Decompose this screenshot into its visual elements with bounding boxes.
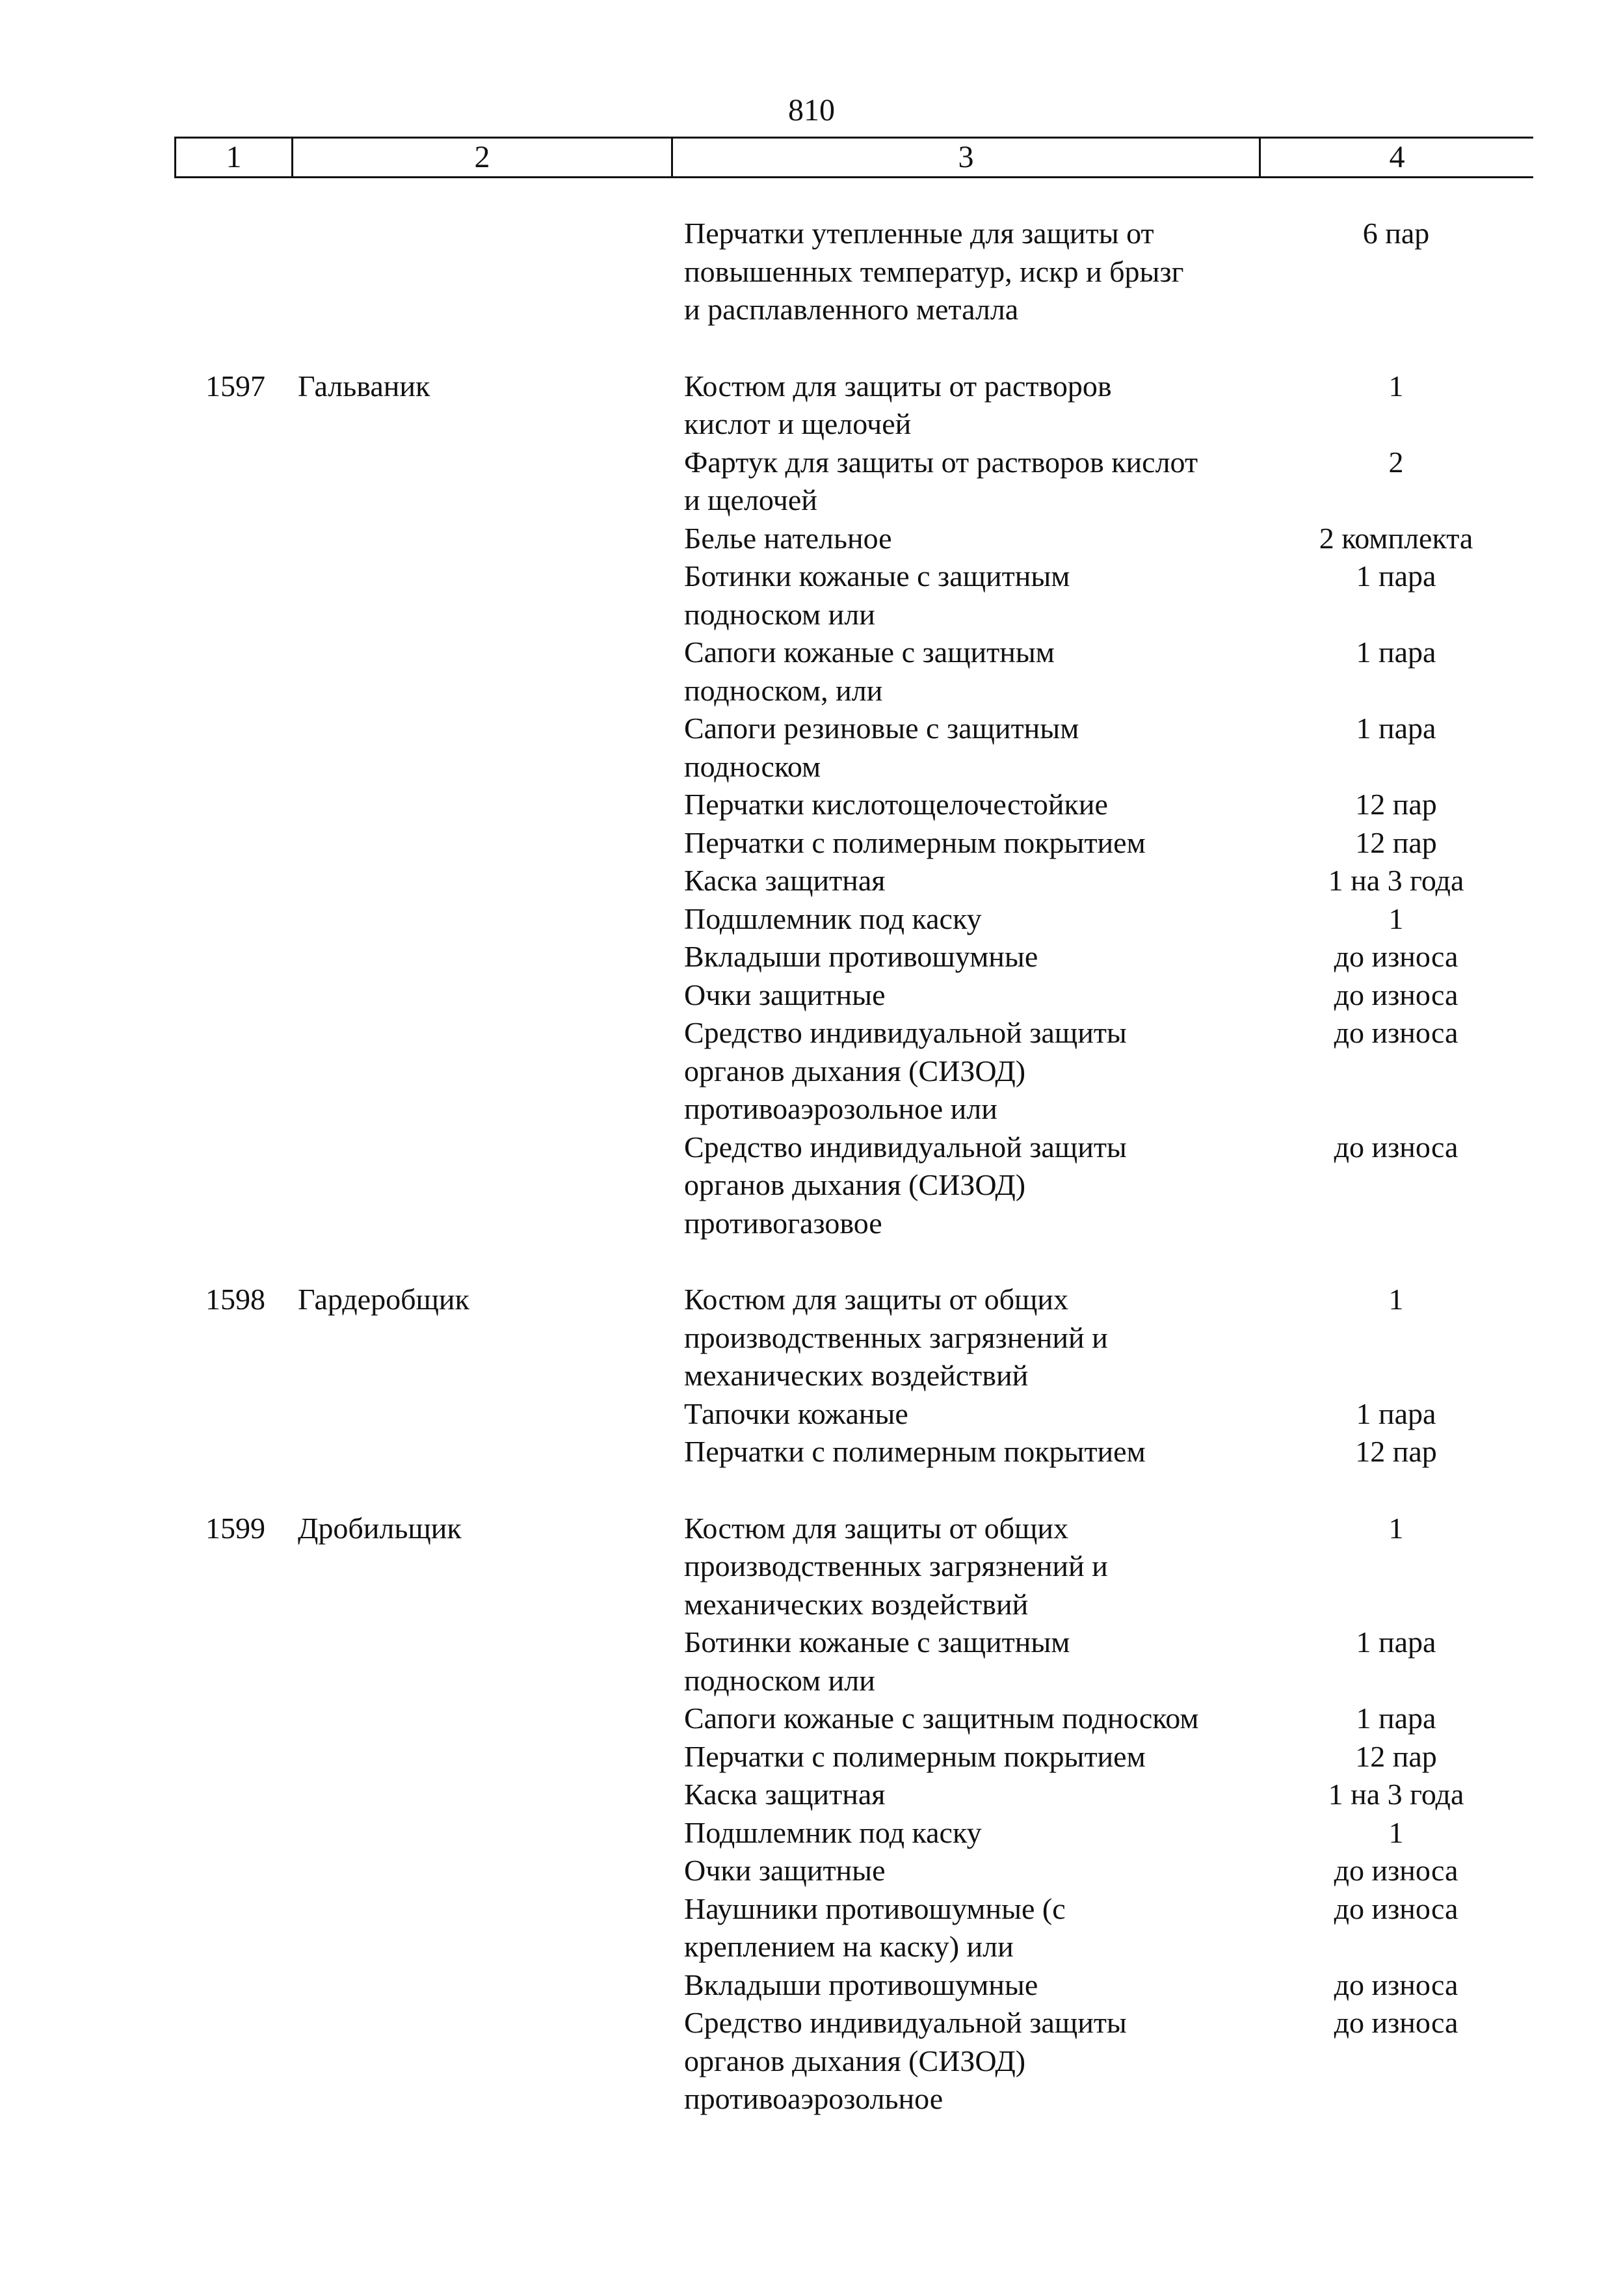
table-row [174,520,1533,558]
table-row [174,1433,1533,1471]
profession-group [174,215,1533,329]
equipment-name: Перчатки с полимерным покрытием [684,825,1146,859]
header-col-2: 2 [293,139,673,176]
table-row [174,444,1533,520]
equipment-name: Ботинки кожаные с защитным подноском или [684,559,1070,631]
equipment-quantity: 1 пара [1356,1625,1436,1659]
table-row [174,1014,1533,1128]
equipment-quantity: до износа [1334,1854,1458,1887]
equipment-name: Костюм для защиты от общих производственных загрязнений и механических воздействий [684,1283,1108,1392]
equipment-name: Сапоги кожаные с защитным подноском [684,1702,1199,1735]
table-row [174,1128,1533,1243]
equipment-quantity: 6 пар [1362,217,1430,250]
equipment-name: Наушники противошумные (с креплением на каску) или [684,1891,1066,1963]
table-row [174,1966,1533,2005]
profession-number: 1599 [205,1511,265,1545]
table-body [174,215,1533,2157]
equipment-quantity: 1 пара [1356,635,1436,669]
equipment-name: Белье нательное [684,521,892,555]
profession-group [174,1510,1533,2118]
equipment-quantity: 12 пар [1355,1739,1437,1773]
equipment-name: Средство индивидуальной защиты органов дыхания (СИЗОД) противогазовое [684,1130,1127,1240]
table-row [174,1510,1533,1624]
profession-title: Гальваник [298,369,430,403]
equipment-name: Средство индивидуальной защиты органов дыхания (СИЗОД) противоаэрозольное [684,2006,1127,2115]
table-row [174,938,1533,976]
equipment-name: Тапочки кожаные [684,1396,908,1430]
equipment-quantity: 1 на 3 года [1328,864,1464,897]
equipment-name: Средство индивидуальной защиты органов дыхания (СИЗОД) противоаэрозольное или [684,1016,1127,1125]
equipment-name: Вкладыши противошумные [684,940,1038,973]
equipment-quantity: до износа [1334,940,1458,973]
table-row [174,1281,1533,1395]
header-col-1: 1 [176,139,293,176]
equipment-name: Каска защитная [684,864,886,897]
profession-group [174,1281,1533,1471]
equipment-name: Подшлемник под каску [684,1815,982,1849]
equipment-quantity: 1 [1388,901,1404,935]
equipment-quantity: 1 [1388,1283,1404,1316]
table-row [174,557,1533,634]
equipment-quantity: до износа [1334,1016,1458,1049]
table-row [174,1395,1533,1434]
equipment-name: Очки защитные [684,1854,886,1887]
equipment-quantity: 2 комплекта [1319,521,1473,555]
equipment-quantity: до износа [1334,1891,1458,1925]
equipment-name: Подшлемник под каску [684,901,982,935]
table-row [174,710,1533,786]
equipment-name: Костюм для защиты от общих производственных загрязнений и механических воздействий [684,1511,1108,1621]
equipment-quantity: до износа [1334,978,1458,1011]
header-col-4: 4 [1389,140,1405,174]
table-row [174,786,1533,824]
header-col-3: 3 [673,139,1261,176]
equipment-name: Перчатки с полимерным покрытием [684,1435,1146,1468]
table-row [174,634,1533,710]
table-row [174,1700,1533,1738]
profession-title: Гардеробщик [298,1283,469,1316]
equipment-quantity: 2 [1388,445,1404,479]
profession-number: 1597 [205,369,265,403]
equipment-quantity: 1 [1388,369,1404,403]
page-number: 810 [788,93,835,127]
equipment-quantity: 1 пара [1356,1396,1436,1430]
equipment-name: Каска защитная [684,1778,886,1811]
equipment-name: Перчатки утепленные для защиты от повышенных температур, искр и брызг и расплавленного металла [684,217,1184,326]
equipment-quantity: 1 пара [1356,712,1436,745]
table-row [174,1738,1533,1776]
equipment-name: Вкладыши противошумные [684,1968,1038,2001]
equipment-quantity: до износа [1334,1130,1458,1164]
equipment-quantity: 1 [1388,1511,1404,1545]
equipment-name: Ботинки кожаные с защитным подноском или [684,1625,1070,1697]
equipment-quantity: 12 пар [1355,1435,1437,1468]
profession-group [174,367,1533,1243]
table-row [174,367,1533,444]
profession-title: Дробильщик [298,1511,462,1545]
equipment-quantity: 12 пар [1355,788,1437,821]
table-row [174,215,1533,329]
equipment-name: Очки защитные [684,978,886,1011]
equipment-name: Фартук для защиты от растворов кислот и щелочей [684,445,1198,516]
table-row [174,824,1533,862]
table-row [174,900,1533,939]
equipment-name: Сапоги кожаные с защитным подноском, или [684,635,1055,707]
equipment-quantity: 12 пар [1355,825,1437,859]
equipment-name: Перчатки с полимерным покрытием [684,1739,1146,1773]
table-row [174,1890,1533,1966]
equipment-quantity: 1 пара [1356,559,1436,593]
table-row [174,1852,1533,1890]
table-row [174,1623,1533,1700]
equipment-name: Костюм для защиты от растворов кислот и щелочей [684,369,1112,440]
equipment-quantity: 1 пара [1356,1702,1436,1735]
equipment-quantity: 1 на 3 года [1328,1778,1464,1811]
table-row [174,976,1533,1015]
equipment-name: Перчатки кислотощелочестойкие [684,788,1108,821]
table-row [174,1776,1533,1814]
table-row [174,862,1533,900]
table-row [174,1814,1533,1852]
equipment-quantity: до износа [1334,2006,1458,2039]
equipment-quantity: 1 [1388,1815,1404,1849]
table-header [174,137,1533,178]
equipment-quantity: до износа [1334,1968,1458,2001]
equipment-name: Сапоги резиновые с защитным подноском [684,712,1079,783]
profession-number: 1598 [205,1283,265,1316]
table-row [174,2004,1533,2118]
